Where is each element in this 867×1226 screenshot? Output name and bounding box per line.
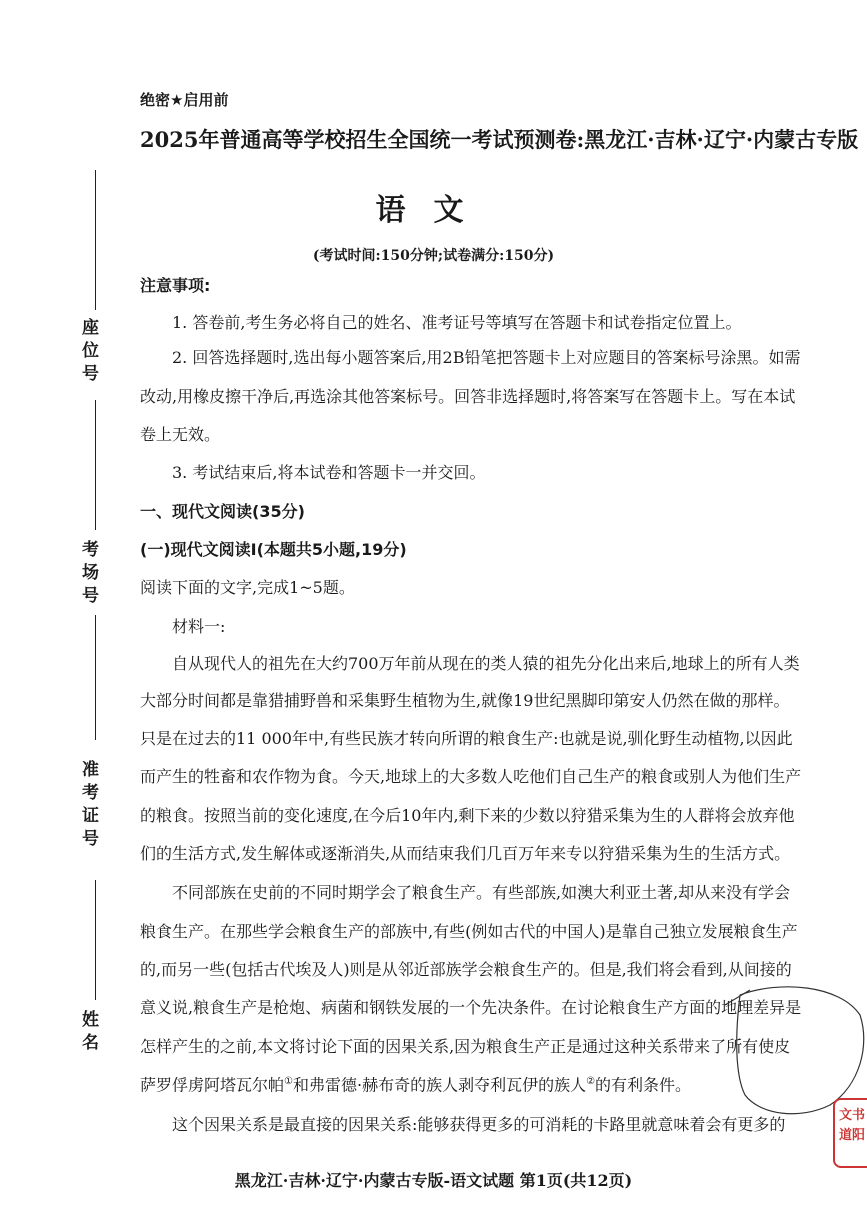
- passage-line: 自从现代人的祖先在大约700万年前从现在的类人猿的祖先分化出来后,地球上的所有人类: [172, 654, 800, 673]
- exam-time-info: (考试时间:150分钟;试卷满分:150分): [312, 248, 555, 264]
- notice-item-3: 3. 考试结束后,将本试卷和答题卡一并交回。: [172, 463, 486, 482]
- notice-item-2-line2: 改动,用橡皮擦干净后,再选涂其他答案标号。回答非选择题时,将答案写在答题卡上。写在本试: [140, 387, 796, 406]
- subsection-heading: (一)现代文阅读Ⅰ(本题共5小题,19分): [140, 540, 407, 559]
- passage-line: 只是在过去的11 000年中,有些民族才转向所谓的粮食生产:也就是说,驯化野生动植物,以因此: [140, 729, 793, 748]
- passage-line: 们的生活方式,发生解体或逐渐消失,从而结束我们几百万年来专以狩猎采集为生的生活方式。: [140, 844, 791, 863]
- passage-line: 怎样产生的之前,本文将讨论下面的因果关系,因为粮食生产正是通过这种关系带来了所有使皮: [140, 1037, 791, 1056]
- passage-line: 意义说,粮食生产是枪炮、病菌和钢铁发展的一个先决条件。在讨论粮食生产方面的地理差异是: [140, 998, 802, 1017]
- margin-line: [95, 880, 96, 1000]
- passage-line: 的粮食。按照当前的变化速度,在今后10年内,剩下来的少数以狩猎采集为生的人群将会放弃他: [140, 806, 795, 825]
- passage-line: 不同部族在史前的不同时期学会了粮食生产。有些部族,如澳大利亚土著,却从来没有学会: [172, 883, 791, 902]
- passage-text: 和弗雷德·赫布奇的族人剥夺利瓦伊的族人: [292, 1075, 587, 1095]
- stamp-text: 文书: [839, 1108, 866, 1123]
- passage-line: 大部分时间都是靠猎捕野兽和采集野生植物为生,就像19世纪黑脚印第安人仍然在做的那样。: [140, 691, 790, 710]
- section-heading: 一、现代文阅读(35分): [140, 502, 305, 521]
- ticket-number-label: 准考证号: [78, 760, 98, 852]
- reading-instruction: 阅读下面的文字,完成1~5题。: [140, 578, 355, 597]
- subject-title: 语文: [375, 193, 492, 228]
- red-stamp: [833, 1098, 867, 1168]
- name-label: 姓名: [78, 1010, 98, 1056]
- passage-line: [140, 1077, 691, 1093]
- passage-text: 萨罗俘虏阿塔瓦尔帕: [140, 1075, 285, 1095]
- seat-number-label: 座位号: [78, 318, 98, 387]
- passage-line: 的,而另一些(包括古代埃及人)则是从邻近部族学会粮食生产的。但是,我们将会看到,从间接的: [140, 960, 792, 979]
- exam-room-label: 考场号: [78, 540, 98, 609]
- exam-title: 2025年普通高等学校招生全国统一考试预测卷:黑龙江·吉林·辽宁·内蒙古专版: [140, 127, 859, 152]
- passage-line: 粮食生产。在那些学会粮食生产的部族中,有些(例如古代的中国人)是靠自己独立发展粮食生产: [140, 922, 798, 941]
- notice-item-2-line3: 卷上无效。: [140, 425, 221, 444]
- confidential-mark: 绝密★启用前: [140, 91, 229, 109]
- notice-item-2-line1: 2. 回答选择题时,选出每小题答案后,用2B铅笔把答题卡上对应题目的答案标号涂黑。如需: [172, 348, 801, 367]
- passage-text: 的有利条件。: [595, 1075, 692, 1095]
- notice-heading: 注意事项:: [140, 276, 211, 295]
- stamp-text: 道阳: [839, 1127, 866, 1143]
- notice-item-1: 1. 答卷前,考生务必将自己的姓名、准考证号等填写在答题卡和试卷指定位置上。: [172, 313, 742, 332]
- passage-line: 而产生的牲畜和农作物为食。今天,地球上的大多数人吃他们自己生产的粮食或别人为他们生产: [140, 767, 802, 786]
- footnote-marker: ①: [284, 1076, 293, 1087]
- footnote-marker: ②: [586, 1076, 596, 1087]
- margin-line: [95, 615, 96, 740]
- page-footer: 黑龙江·吉林·辽宁·内蒙古专版-语文试题 第1页(共12页): [234, 1171, 633, 1190]
- material-label: 材料一:: [172, 617, 226, 636]
- passage-line: 这个因果关系是最直接的因果关系:能够获得更多的可消耗的卡路里就意味着会有更多的: [172, 1115, 786, 1134]
- margin-line: [95, 400, 96, 530]
